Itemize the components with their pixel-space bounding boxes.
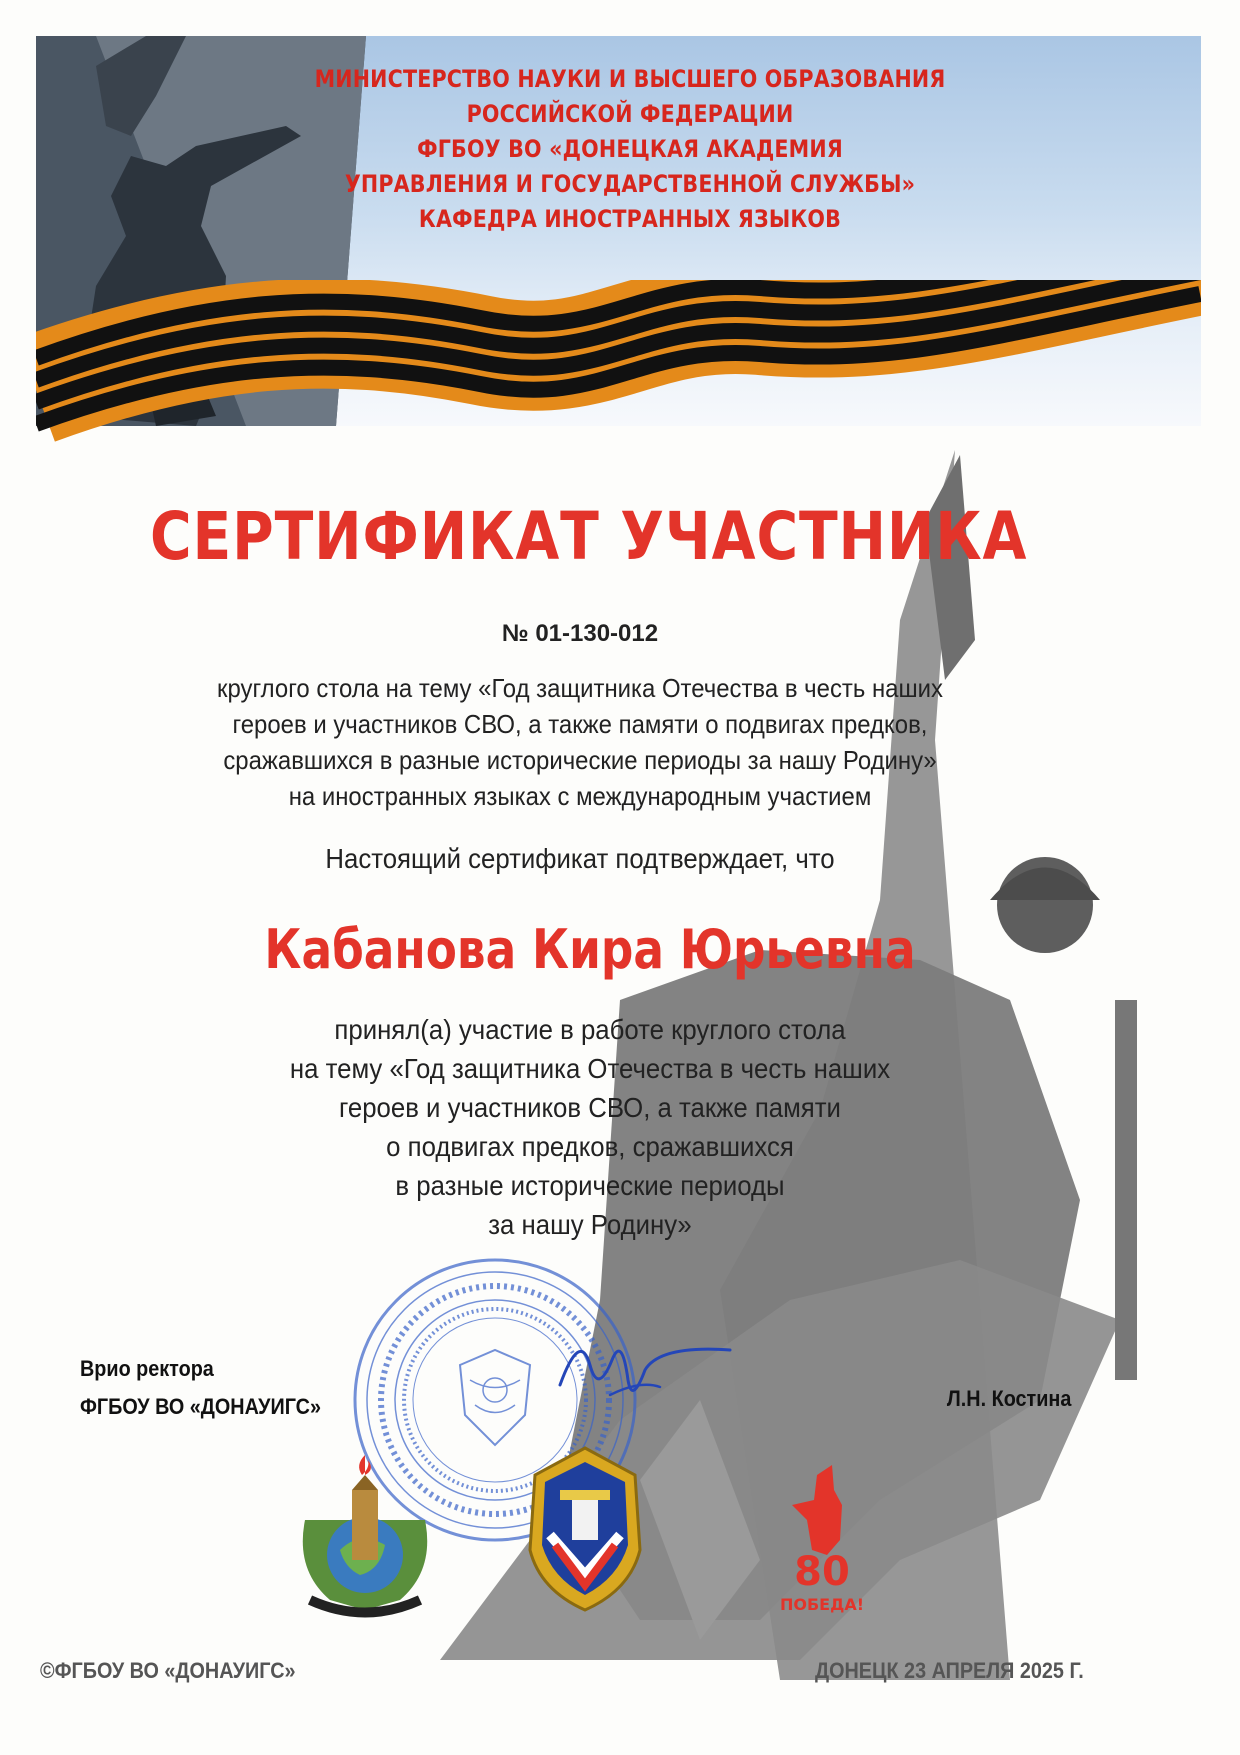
- topic-line: героев и участников СВО, а также памяти о подвигах предков,: [232, 709, 928, 739]
- body-line: принял(а) участие в работе круглого стола: [334, 1014, 846, 1045]
- certificate-title: СЕРТИФИКАТ УЧАСТНИКА: [150, 498, 1028, 575]
- body-line: за нашу Родину»: [488, 1209, 692, 1240]
- signer-name: Л.Н. Костина: [946, 1386, 1072, 1411]
- recipient-name: Кабанова Кира Юрьевна: [264, 918, 916, 981]
- participation-text: [185, 1010, 995, 1244]
- svg-text:ПОБЕДА!: ПОБЕДА!: [779, 1595, 865, 1614]
- copyright-text: ©ФГБОУ ВО «ДОНАУИГС»: [40, 1658, 296, 1683]
- topic-line: сражавшихся в разные исторические периоды за нашу Родину»: [223, 745, 937, 775]
- handwritten-signature: [550, 1325, 740, 1415]
- signer-position: [80, 1350, 321, 1426]
- header-line: МИНИСТЕРСТВО НАУКИ И ВЫСШЕГО ОБРАЗОВАНИЯ: [314, 65, 946, 93]
- header-line: КАФЕДРА ИНОСТРАННЫХ ЯЗЫКОВ: [418, 205, 842, 233]
- body-line: в разные исторические периоды: [395, 1170, 785, 1201]
- header-line: УПРАВЛЕНИЯ И ГОСУДАРСТВЕННОЙ СЛУЖБЫ»: [344, 170, 916, 198]
- signer-position-line: ФГБОУ ВО «ДОНАУИГС»: [80, 1394, 321, 1419]
- event-topic: [166, 670, 994, 814]
- confirmation-text: Настоящий сертификат подтверждает, что: [325, 843, 835, 874]
- topic-line: на иностранных языках с международным участием: [288, 781, 872, 811]
- place-and-date: ДОНЕЦК 23 АПРЕЛЯ 2025 Г.: [815, 1658, 1084, 1683]
- svg-text:80: 80: [794, 1549, 850, 1595]
- header-line: РОССИЙСКОЙ ФЕДЕРАЦИИ: [466, 100, 794, 128]
- issuer-header: [295, 62, 966, 237]
- body-line: на тему «Год защитника Отечества в честь наших: [289, 1053, 891, 1084]
- body-line: героев и участников СВО, а также памяти: [339, 1092, 841, 1123]
- donauigs-emblem-icon: [520, 1440, 650, 1615]
- body-line: о подвигах предков, сражавшихся: [386, 1131, 794, 1162]
- certificate-number: № 01-130-012: [501, 620, 659, 647]
- department-of-foreign-languages-emblem-icon: [290, 1450, 440, 1620]
- signer-position-line: Врио ректора: [80, 1356, 214, 1381]
- topic-line: круглого стола на тему «Год защитника Отечества в честь наших: [217, 673, 943, 703]
- 80-pobeda-emblem-icon: [772, 1460, 872, 1620]
- header-line: ФГБОУ ВО «ДОНЕЦКАЯ АКАДЕМИЯ: [417, 135, 843, 163]
